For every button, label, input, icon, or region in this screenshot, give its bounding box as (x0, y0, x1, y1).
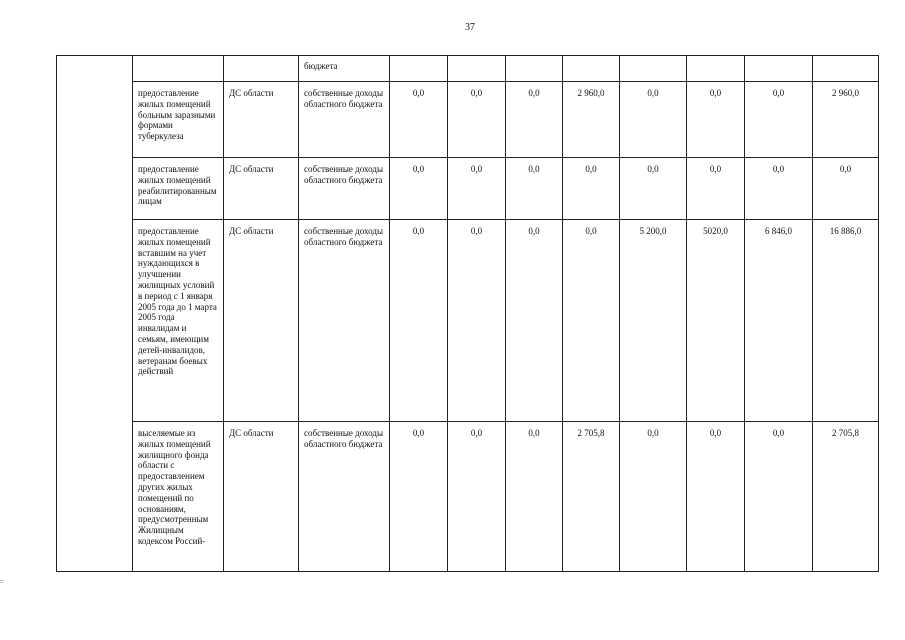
table-cell-value (620, 56, 687, 82)
page-number: 37 (465, 22, 475, 33)
table-cell-source: бюджета (299, 56, 390, 82)
table-cell-value: 0,0 (448, 82, 506, 158)
table-cell-value: 0,0 (745, 158, 813, 220)
table-cell-purpose: предоставление жилых помещений больным заразными формами туберкулеза (133, 82, 224, 158)
table-cell-value: 0,0 (687, 422, 745, 572)
table-cell-org: ДС области (224, 82, 299, 158)
table-cell-value: 2 705,8 (563, 422, 620, 572)
table-cell-value (687, 56, 745, 82)
table-cell-value: 5020,0 (687, 220, 745, 422)
table-cell-source: собственные доходы областного бюджета (299, 220, 390, 422)
table-cell-purpose: выселяемые из жилых помещений жилищного фонда области с предоставлением других жилых помещений по основаниям, предусмотренным Жилищным кодексом Россий- (133, 422, 224, 572)
table-cell-value: 0,0 (390, 422, 448, 572)
table-cell-purpose: предоставление жилых помещений вставшим на учет нуждающихся в улучшении жилищных условий в период с 1 января 2005 года до 1 марта 2005 года инвалидам и семьям, имеющим детей-инвалидов, ветеранам боевых действий (133, 220, 224, 422)
table-cell-value: 0,0 (506, 422, 563, 572)
table-row-continuation (57, 56, 879, 82)
table-cell-value: 0,0 (448, 158, 506, 220)
table-cell-value: 0,0 (390, 220, 448, 422)
table-cell-value: 6 846,0 (745, 220, 813, 422)
table-cell-value: 0,0 (687, 82, 745, 158)
table-cell-value: 0,0 (620, 158, 687, 220)
table-cell-value (390, 56, 448, 82)
table-cell-org: ДС области (224, 220, 299, 422)
table-cell-value (563, 56, 620, 82)
table-cell-value: 0,0 (506, 158, 563, 220)
table-cell-value: 0,0 (620, 82, 687, 158)
table-cell-value: 0,0 (687, 158, 745, 220)
table-cell-value: 0,0 (448, 422, 506, 572)
table-cell-value (506, 56, 563, 82)
table-cell-org: ДС области (224, 158, 299, 220)
table-cell-value: 0,0 (620, 422, 687, 572)
table-row (57, 82, 879, 158)
table-cell-org (224, 56, 299, 82)
table-cell-value: 0,0 (390, 158, 448, 220)
table-row (57, 220, 879, 422)
table-cell-source: собственные доходы областного бюджета (299, 422, 390, 572)
table-cell-value: 0,0 (506, 82, 563, 158)
table-cell-value (448, 56, 506, 82)
table-cell-org: ДС области (224, 422, 299, 572)
table-cell-value (813, 56, 879, 82)
table-cell-value: 0,0 (745, 82, 813, 158)
table-cell-value: 0,0 (506, 220, 563, 422)
table-cell-value (745, 56, 813, 82)
table-cell-value: 2 960,0 (813, 82, 879, 158)
margin-mark: = (0, 578, 4, 586)
table-cell-source: собственные доходы областного бюджета (299, 82, 390, 158)
table-cell-value: 0,0 (448, 220, 506, 422)
table-cell-source: собственные доходы областного бюджета (299, 158, 390, 220)
table-cell-value: 0,0 (563, 220, 620, 422)
table-row (57, 422, 879, 572)
budget-table (56, 55, 879, 572)
table-cell-value: 0,0 (813, 158, 879, 220)
table-cell-value: 2 705,8 (813, 422, 879, 572)
table-cell-value: 0,0 (745, 422, 813, 572)
table-cell-value: 5 200,0 (620, 220, 687, 422)
table-cell-value: 2 960,0 (563, 82, 620, 158)
table-cell-value: 16 886,0 (813, 220, 879, 422)
table-cell-value: 0,0 (563, 158, 620, 220)
table-cell-purpose (133, 56, 224, 82)
table-cell-purpose: предоставление жилых помещений реабилитированным лицам (133, 158, 224, 220)
table-row (57, 158, 879, 220)
table-cell-empty-column (57, 56, 133, 572)
table-cell-value: 0,0 (390, 82, 448, 158)
